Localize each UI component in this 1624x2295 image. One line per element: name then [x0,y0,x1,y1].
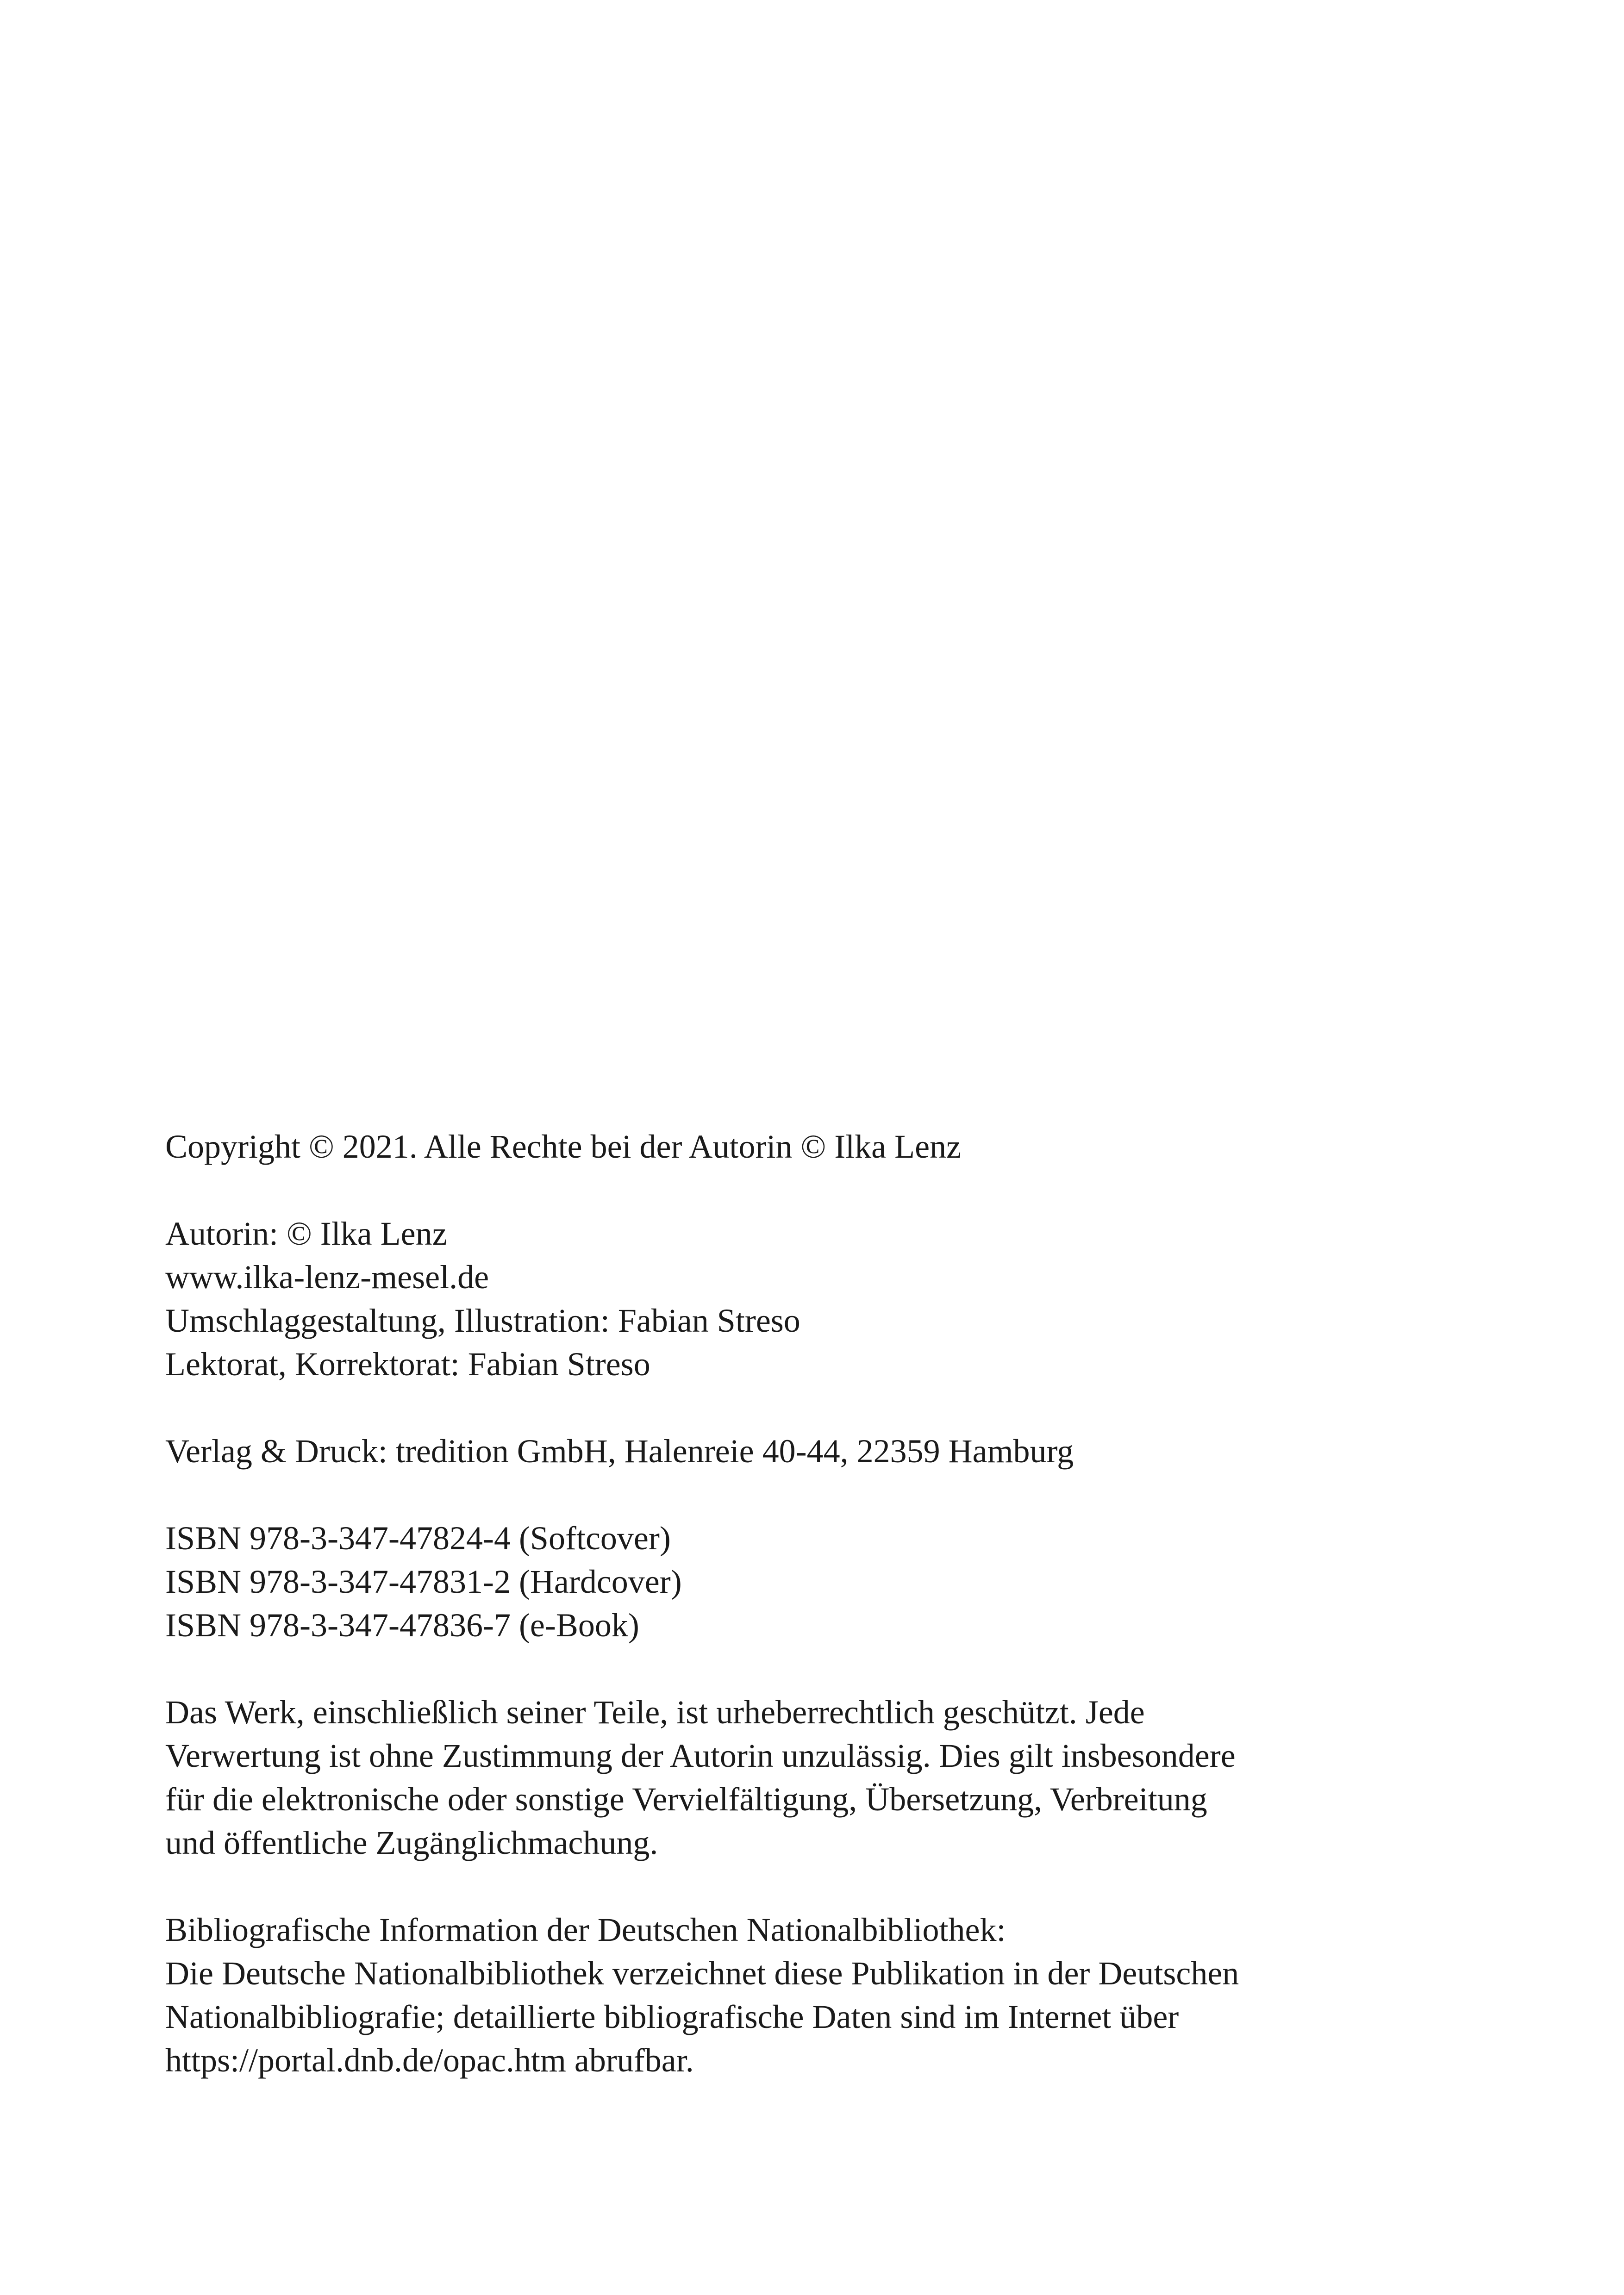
website-link[interactable]: www.ilka-lenz-mesel.de [165,1259,489,1296]
bibliography-heading: Bibliografische Information der Deutschen Nationalbibliothek: [165,1911,1006,1948]
rights-line: Das Werk, einschließlich seiner Teile, ist urheberrechtlich geschützt. Jede [165,1694,1145,1731]
rights-line: und öffentliche Zugänglichmachung. [165,1824,658,1861]
imprint-text [165,1125,1508,2126]
copyright-line: Copyright © 2021. Alle Rechte bei der Autorin © Ilka Lenz [165,1128,962,1165]
publisher-block [165,1429,1508,1473]
rights-line: für die elektronische oder sonstige Vervielfältigung, Übersetzung, Verbreitung [165,1781,1207,1818]
isbn-block [165,1516,1508,1647]
bibliography-url-line[interactable]: https://portal.dnb.de/opac.htm abrufbar. [165,2042,694,2079]
credits-block [165,1212,1508,1386]
isbn-ebook: ISBN 978-3-347-47836-7 (e-Book) [165,1607,639,1644]
publisher-line: Verlag & Druck: tredition GmbH, Halenreie 40-44, 22359 Hamburg [165,1433,1074,1470]
rights-line: Verwertung ist ohne Zustimmung der Autorin unzulässig. Dies gilt insbesondere [165,1737,1236,1774]
bibliography-line: Die Deutsche Nationalbibliothek verzeichnet diese Publikation in der Deutschen [165,1955,1239,1992]
copyright-block [165,1125,1508,1168]
editing-line: Lektorat, Korrektorat: Fabian Streso [165,1346,650,1383]
isbn-softcover: ISBN 978-3-347-47824-4 (Softcover) [165,1520,671,1557]
author-line: Autorin: © Ilka Lenz [165,1215,447,1252]
isbn-hardcover: ISBN 978-3-347-47831-2 (Hardcover) [165,1563,682,1600]
rights-block [165,1690,1508,1865]
bibliography-block [165,1908,1508,2082]
bibliography-line: Nationalbibliografie; detaillierte bibliografische Daten sind im Internet über [165,1998,1179,2035]
cover-design-line: Umschlaggestaltung, Illustration: Fabian Streso [165,1302,800,1339]
